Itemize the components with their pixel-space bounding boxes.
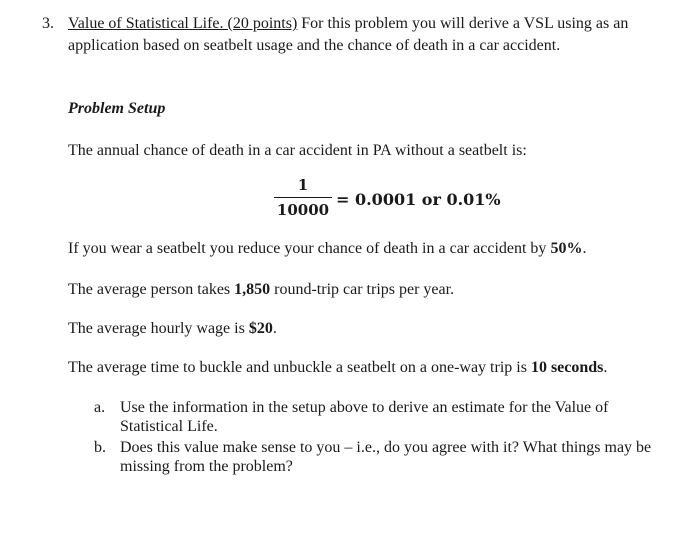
trips-value: 1,850 bbox=[234, 281, 271, 298]
buckle-fact bbox=[68, 359, 607, 377]
part-b-line1: Does this value make sense to you – i.e., do you agree with it? What things may be bbox=[120, 439, 652, 456]
seatbelt-fact bbox=[68, 240, 586, 258]
problem-number: 3. bbox=[42, 15, 54, 32]
annual-chance-text: The annual chance of death in a car accident in PA without a seatbelt is: bbox=[68, 142, 527, 159]
part-a-line2: Statistical Life. bbox=[120, 418, 218, 435]
wage-fact bbox=[68, 320, 277, 338]
probability-fraction bbox=[274, 176, 332, 219]
problem-header-line1 bbox=[68, 15, 628, 33]
trips-fact bbox=[68, 281, 454, 299]
setup-heading: Problem Setup bbox=[68, 100, 166, 117]
fraction-denominator: 10000 bbox=[276, 201, 330, 219]
seatbelt-suffix: . bbox=[582, 240, 587, 257]
fraction-bar bbox=[274, 197, 332, 198]
wage-prefix: The average hourly wage is bbox=[68, 320, 249, 337]
trips-suffix: round-trip car trips per year. bbox=[270, 281, 455, 298]
trips-prefix: The average person takes bbox=[68, 281, 235, 298]
seatbelt-prefix: If you wear a seatbelt you reduce your chance of death in a car accident by bbox=[68, 240, 551, 257]
seatbelt-value: 50% bbox=[550, 240, 583, 257]
part-a-line1: Use the information in the setup above to derive an estimate for the Value of bbox=[120, 399, 609, 416]
equation-result: = 0.0001 or 0.01% bbox=[336, 190, 501, 209]
wage-suffix: . bbox=[272, 320, 277, 337]
wage-value: $20 bbox=[248, 320, 273, 337]
problem-intro-line2: application based on seatbelt usage and the chance of death in a car accident. bbox=[68, 37, 561, 54]
part-b-line2: missing from the problem? bbox=[120, 458, 293, 475]
fraction-numerator: 1 bbox=[297, 176, 309, 194]
part-b-label: b. bbox=[94, 439, 106, 456]
problem-title: Value of Statistical Life. (20 points) bbox=[68, 15, 298, 32]
buckle-suffix: . bbox=[603, 359, 608, 376]
buckle-value: 10 seconds bbox=[530, 359, 604, 376]
problem-intro-line1: For this problem you will derive a VSL using as an bbox=[301, 15, 629, 32]
part-a-label: a. bbox=[94, 399, 106, 416]
buckle-prefix: The average time to buckle and unbuckle a seatbelt on a one-way trip is bbox=[68, 359, 531, 376]
